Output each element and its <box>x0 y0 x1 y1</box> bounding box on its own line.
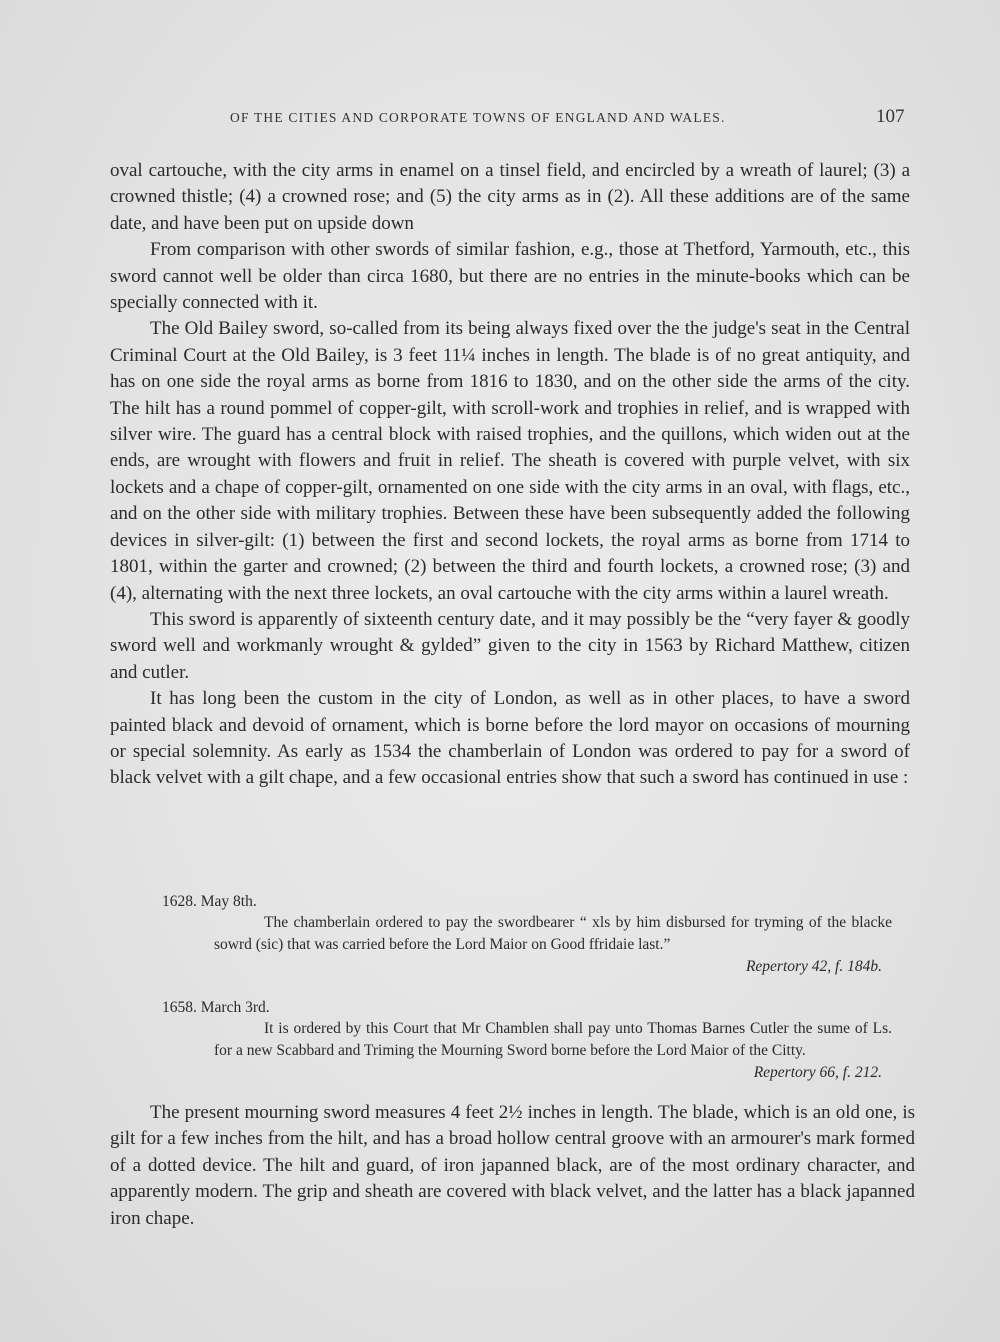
paragraph-comparison: From comparison with other swords of similar fashion, e.g., those at Thetford, Yarmouth, etc., this sword cannot well be older than circa 1680, but there are no entries in the minute-books which can be specially connected with it. <box>110 239 910 314</box>
paragraph-sixteenth-century: This sword is apparently of sixteenth century date, and it may possibly be the “very fayer & goodly sword well and workmanly wrought & gylded” given to the city in 1563 by Richard Matthew, citizen and cutler. <box>110 608 910 683</box>
body-text <box>110 158 910 792</box>
quote-reference: Repertory 42, f. 184b. <box>745 958 882 975</box>
running-head: OF THE CITIES AND CORPORATE TOWNS OF ENGLAND AND WALES. <box>230 110 726 125</box>
quoted-entries <box>162 892 892 1104</box>
quote-date: 1658. March 3rd. <box>162 999 270 1016</box>
quote-date: 1628. May 8th. <box>162 893 257 910</box>
page-number: 107 <box>876 106 905 127</box>
quote-text: The chamberlain ordered to pay the swordbearer “ xls by him disbursed for tryming of the blacke sowrd (sic) that was carried before the Lord Maior on Good ffridaie last.” <box>214 914 892 953</box>
paragraph-continuation: oval cartouche, with the city arms in enamel on a tinsel field, and encircled by a wreath of laurel; (3) a crowned thistle; (4) a crowned rose; and (5) the city arms as in (2). All these additions are of the same date, and have been put on upside down <box>110 160 910 234</box>
paragraph-mourning-custom: It has long been the custom in the city of London, as well as in other places, to have a sword painted black and devoid of ornament, which is borne before the lord mayor on occasions of mourning or special solemnity. As early as 1534 the chamberlain of London was ordered to pay for a sword of black velvet with a gilt chape, and a few occasional entries show that such a sword has continued in use : <box>110 688 910 789</box>
paragraph-present-mourning-sword: The present mourning sword measures 4 feet 2½ inches in length. The blade, which is an old one, is gilt for a few inches from the hilt, and has a broad hollow central groove with an armourer's mark formed of a dotted device. The hilt and guard, of iron japanned black, are of the most ordinary character, and apparently modern. The grip and sheath are covered with black velvet, and the latter has a black japanned iron chape. <box>110 1102 915 1229</box>
quote-reference: Repertory 66, f. 212. <box>753 1064 882 1081</box>
paragraph-old-bailey-sword: The Old Bailey sword, so-called from its being always fixed over the the judge's seat in the Central Criminal Court at the Old Bailey, is 3 feet 11¼ inches in length. The blade is of no great antiquity, and has on one side the royal arms as borne from 1816 to 1830, and on the other side the arms of the city. The hilt has a round pommel of copper-gilt, with scroll-work and trophies in relief, and is wrapped with silver wire. The guard has a central block with raised trophies, and the quillons, which widen out at the ends, are wrought with flowers and fruit in relief. The sheath is covered with purple velvet, with six lockets and a chape of copper-gilt, ornamented on one side with the city arms in an oval, with flags, etc., and on the other side with military trophies. Between these have been subsequently added the following devices in silver-gilt: (1) between the first and second lockets, the royal arms as borne from 1714 to 1801, within the garter and crowned; (2) between the third and fourth lockets, a crowned rose; (3) and (4), alternating with the next three lockets, an oval cartouche with the city arms within a laurel wreath. <box>110 318 910 604</box>
final-text <box>110 1100 915 1232</box>
quote-entry <box>162 998 892 1084</box>
quote-text: It is ordered by this Court that Mr Chamblen shall pay unto Thomas Barnes Cutler the sume of Ls. for a new Scabbard and Triming the Mourning Sword borne before the Lord Maior of the Citty. <box>214 1020 892 1059</box>
quote-entry <box>162 892 892 978</box>
